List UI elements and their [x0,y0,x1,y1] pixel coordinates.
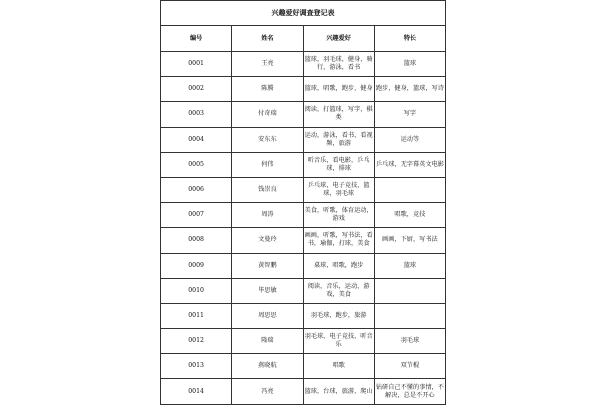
cell-name: 何伟 [232,152,303,177]
cell-hobby: 篮球，台球，旅游，爬山 [303,379,374,404]
header-hobby: 兴趣爱好 [303,26,374,52]
table-row [161,278,446,303]
cell-skill [374,177,445,202]
cell-name: 毕思敏 [232,278,303,303]
cell-hobby: 听音乐，看电影，乒乓球，排球 [303,152,374,177]
header-skill: 特长 [374,26,445,52]
cell-skill: 篮球 [374,253,445,278]
table-row [161,77,446,102]
cell-id: 0010 [161,278,232,303]
cell-hobby: 阅读，打篮球，写字，棋类 [303,102,374,127]
cell-skill [374,278,445,303]
table-row [161,52,446,77]
cell-skill: 钻研自己不懂的事情，不解决，总是不开心 [374,379,445,404]
cell-hobby: 篮球，羽毛球，健身，骑行，游泳，看书 [303,52,374,77]
cell-skill: 羽毛球 [374,329,445,354]
table-body [161,1,446,405]
title-row [161,1,446,26]
cell-id: 0001 [161,52,232,77]
cell-skill: 写字 [374,102,445,127]
cell-hobby: 美食，听歌，体育运动，游戏 [303,203,374,228]
table-row [161,102,446,127]
header-name: 姓名 [232,26,303,52]
cell-id: 0014 [161,379,232,404]
cell-id: 0002 [161,77,232,102]
cell-hobby: 画画，听歌，写书法，看书，瑜伽，打球，美食 [303,228,374,253]
cell-name: 付奇瑞 [232,102,303,127]
cell-skill: 篮球 [374,52,445,77]
cell-name: 周涛 [232,203,303,228]
cell-skill: 画画，下厨，写书法 [374,228,445,253]
cell-id: 0008 [161,228,232,253]
cell-id: 0007 [161,203,232,228]
cell-name: 周思思 [232,303,303,328]
cell-name: 安东东 [232,127,303,152]
cell-id: 0012 [161,329,232,354]
cell-hobby: 羽毛球，电子竞技，听音乐 [303,329,374,354]
cell-id: 0011 [161,303,232,328]
table-row [161,379,446,404]
cell-skill: 双节棍 [374,354,445,379]
header-id: 编号 [161,26,232,52]
table-row [161,152,446,177]
survey-table [160,0,446,405]
cell-hobby: 运动，游泳，看书，看视频，旅游 [303,127,374,152]
cell-name: 隆瑞 [232,329,303,354]
cell-id: 0003 [161,102,232,127]
table-row [161,329,446,354]
table-row [161,354,446,379]
cell-hobby: 羽毛球，跑步，旅游 [303,303,374,328]
table-title: 兴趣爱好调查登记表 [161,1,446,26]
cell-skill [374,303,445,328]
cell-name: 王亮 [232,52,303,77]
cell-name: 钱崇良 [232,177,303,202]
cell-skill: 唱歌，竞技 [374,203,445,228]
table-row [161,228,446,253]
cell-hobby: 篮球，唱歌，跑步，健身 [303,77,374,102]
cell-skill: 乒乓球，无字幕英文电影 [374,152,445,177]
table-row [161,303,446,328]
header-row [161,26,446,52]
cell-hobby: 桌球，唱歌，跑步 [303,253,374,278]
cell-id: 0006 [161,177,232,202]
cell-hobby: 唱歌 [303,354,374,379]
cell-hobby: 阅读，音乐，运动，游戏，美食 [303,278,374,303]
table-row [161,177,446,202]
cell-id: 0009 [161,253,232,278]
cell-hobby: 乒乓球，电子竞技，篮球，羽毛球 [303,177,374,202]
table-row [161,127,446,152]
cell-name: 陈腾 [232,77,303,102]
cell-id: 0013 [161,354,232,379]
cell-name: 燕晓航 [232,354,303,379]
cell-id: 0005 [161,152,232,177]
cell-skill: 运动等 [374,127,445,152]
cell-name: 冯亮 [232,379,303,404]
cell-skill: 跑步，健身，篮球，写诗 [374,77,445,102]
cell-id: 0004 [161,127,232,152]
table-row [161,203,446,228]
table-row [161,253,446,278]
cell-name: 黄智鹏 [232,253,303,278]
cell-name: 文曼玲 [232,228,303,253]
